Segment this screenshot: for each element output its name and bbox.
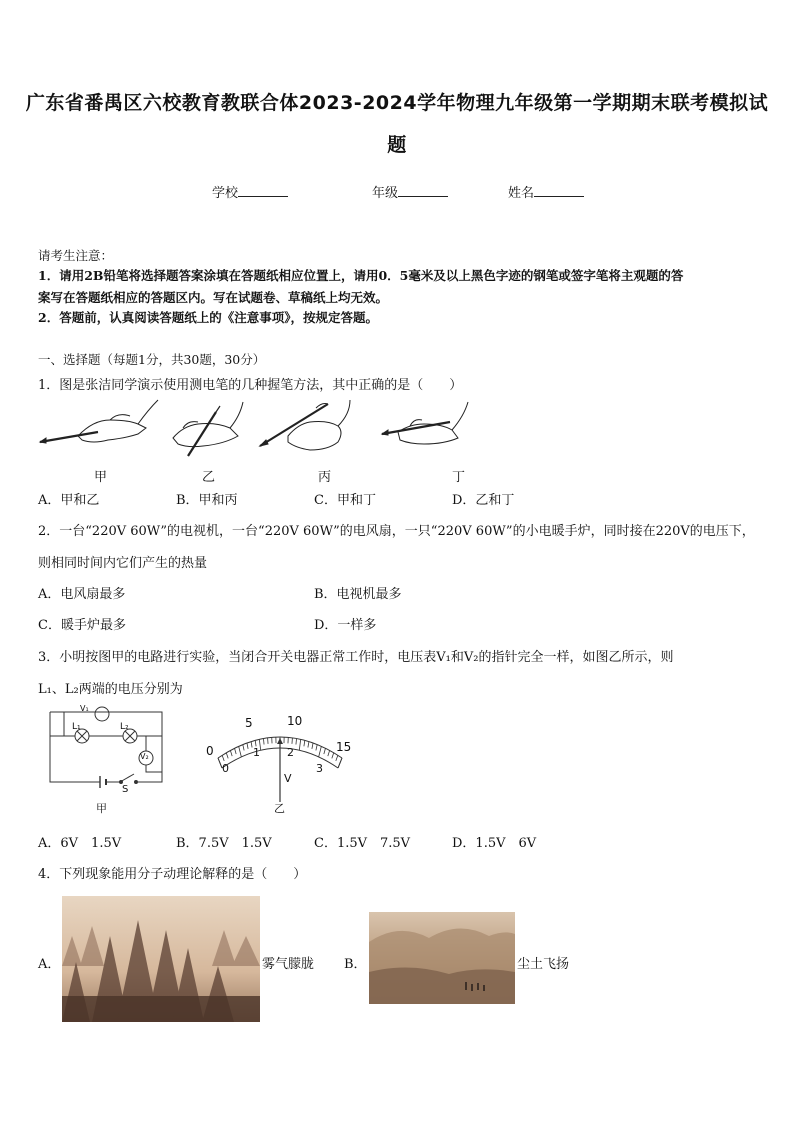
q2-stem-line2: 则相同时间内它们产生的热量	[38, 556, 208, 571]
q4-option-b-caption: 尘土飞扬	[517, 957, 570, 972]
q3-l1-label: L₁	[72, 722, 81, 732]
school-label: 学校	[212, 186, 239, 201]
school-blank[interactable]	[238, 184, 288, 197]
q2-option-d[interactable]: D．一样多	[314, 618, 377, 633]
q3-option-b[interactable]: B．7.5V 1.5V	[176, 836, 272, 851]
hand-pen-icon-c	[260, 400, 350, 450]
q1-option-c[interactable]: C．甲和丁	[314, 493, 376, 508]
q2-option-c[interactable]: C．暖手炉最多	[38, 618, 126, 633]
dial-tick	[226, 753, 228, 759]
meter-bottom-tick-2: 2	[287, 746, 294, 759]
section-heading: 一、选择题（每题1分，共30题，30分）	[38, 352, 266, 367]
q3-v1-label: V₁	[80, 704, 89, 713]
dial-tick	[338, 758, 342, 768]
dial-tick	[296, 738, 297, 744]
notice-item-1a: 1．请用2B铅笔将选择题答案涂填在答题纸相应位置上，请用0．5毫米及以上黑色字迹的钢笔或签字笔将主观题的答	[38, 268, 684, 283]
meter-bottom-tick-3: 3	[316, 762, 323, 775]
q2-option-a[interactable]: A．电风扇最多	[38, 587, 126, 602]
name-label: 姓名	[508, 186, 535, 201]
q3-switch-label: S	[122, 784, 129, 795]
q1-option-b[interactable]: B．甲和丙	[176, 493, 238, 508]
page-title-continued: 题	[387, 134, 407, 156]
dial-tick	[324, 748, 326, 754]
grade-field[interactable]	[372, 182, 448, 201]
dial-tick	[230, 750, 232, 756]
dial-tick	[243, 745, 244, 751]
meter-top-tick-0: 0	[206, 744, 214, 758]
dial-tick	[299, 739, 300, 750]
q4-option-b-letter[interactable]: B．	[344, 957, 367, 972]
dial-tick	[308, 742, 309, 748]
q4-option-a-caption: 雾气朦胧	[262, 957, 315, 972]
q1-fig-label-c: 丙	[318, 470, 332, 485]
q3-fig-label-a: 甲	[96, 802, 107, 815]
notice-heading: 请考生注意：	[38, 248, 114, 263]
q1-option-a[interactable]: A．甲和乙	[38, 493, 100, 508]
grade-blank[interactable]	[398, 184, 448, 197]
hand-pen-icon-b	[173, 402, 243, 456]
q3-option-c[interactable]: C．1.5V 7.5V	[314, 836, 411, 851]
name-blank[interactable]	[534, 184, 584, 197]
meter-top-tick-5: 5	[245, 716, 253, 730]
dial-tick	[304, 740, 305, 746]
grade-label: 年级	[372, 186, 399, 201]
q3-l2-label: L₂	[120, 722, 129, 732]
q3-v2-label: V₂	[140, 752, 149, 761]
dial-tick	[332, 753, 334, 759]
q1-option-d[interactable]: D．乙和丁	[452, 493, 515, 508]
q4-option-a-letter[interactable]: A．	[38, 957, 61, 972]
dial-tick	[319, 746, 322, 757]
meter-top-tick-15: 15	[336, 740, 352, 754]
foggy-forest-image	[62, 896, 260, 1022]
q1-stem: 1．图是张洁同学演示使用测电笔的几种握笔方法，其中正确的是（ ）	[38, 378, 463, 393]
dial-tick	[239, 746, 242, 757]
q1-fig-label-d: 丁	[452, 470, 466, 485]
meter-unit: V	[284, 772, 292, 785]
hand-pen-icon-d	[382, 402, 468, 444]
dial-tick	[263, 738, 264, 744]
meter-bottom-tick-0: 0	[222, 762, 229, 775]
q1-fig-label-b: 乙	[202, 470, 216, 485]
q3-fig-label-b: 乙	[274, 802, 285, 815]
meter-bottom-tick-1: 1	[253, 746, 260, 759]
notice-item-1b: 案写在答题纸相应的答题区内。写在试题卷、草稿纸上均无效。	[38, 290, 389, 305]
dial-tick	[222, 755, 224, 761]
q3-circuit-diagram	[44, 702, 174, 822]
dial-tick	[247, 743, 248, 749]
dust-storm-image	[369, 912, 515, 1004]
dial-tick	[328, 750, 330, 756]
q3-option-a[interactable]: A．6V 1.5V	[38, 836, 122, 851]
dial-tick	[251, 742, 252, 748]
page-title: 广东省番禺区六校教育教联合体2023-2024学年物理九年级第一学期期末联考模拟试	[25, 92, 769, 114]
dial-tick	[235, 748, 237, 754]
dial-tick	[312, 743, 313, 749]
dial-tick	[336, 755, 338, 761]
q3-stem-line2: L₁、L₂两端的电压分别为	[38, 682, 183, 697]
q3-stem-line1: 3．小明按图甲的电路进行实验，当闭合开关电器正常工作时，电压表V₁和V₂的指针完全一样，如图乙所示，则	[38, 650, 674, 665]
q2-option-b[interactable]: B．电视机最多	[314, 587, 402, 602]
name-field[interactable]	[508, 182, 584, 201]
notice-item-2: 2．答题前，认真阅读答题纸上的《注意事项》，按规定答题。	[38, 310, 378, 325]
meter-top-tick-10: 10	[287, 714, 303, 728]
school-field[interactable]	[212, 182, 288, 201]
q4-stem: 4．下列现象能用分子动理论解释的是（ ）	[38, 867, 307, 882]
q2-stem-line1: 2．一台“220V 60W”的电视机，一台“220V 60W”的电风扇，一只“220V 60W”的小电暖手炉，同时接在220V的电压下，	[38, 524, 755, 539]
hand-pen-icon-a	[40, 400, 158, 443]
q3-option-d[interactable]: D．1.5V 6V	[452, 836, 537, 851]
dial-tick	[316, 745, 317, 751]
q1-fig-label-a: 甲	[94, 470, 108, 485]
